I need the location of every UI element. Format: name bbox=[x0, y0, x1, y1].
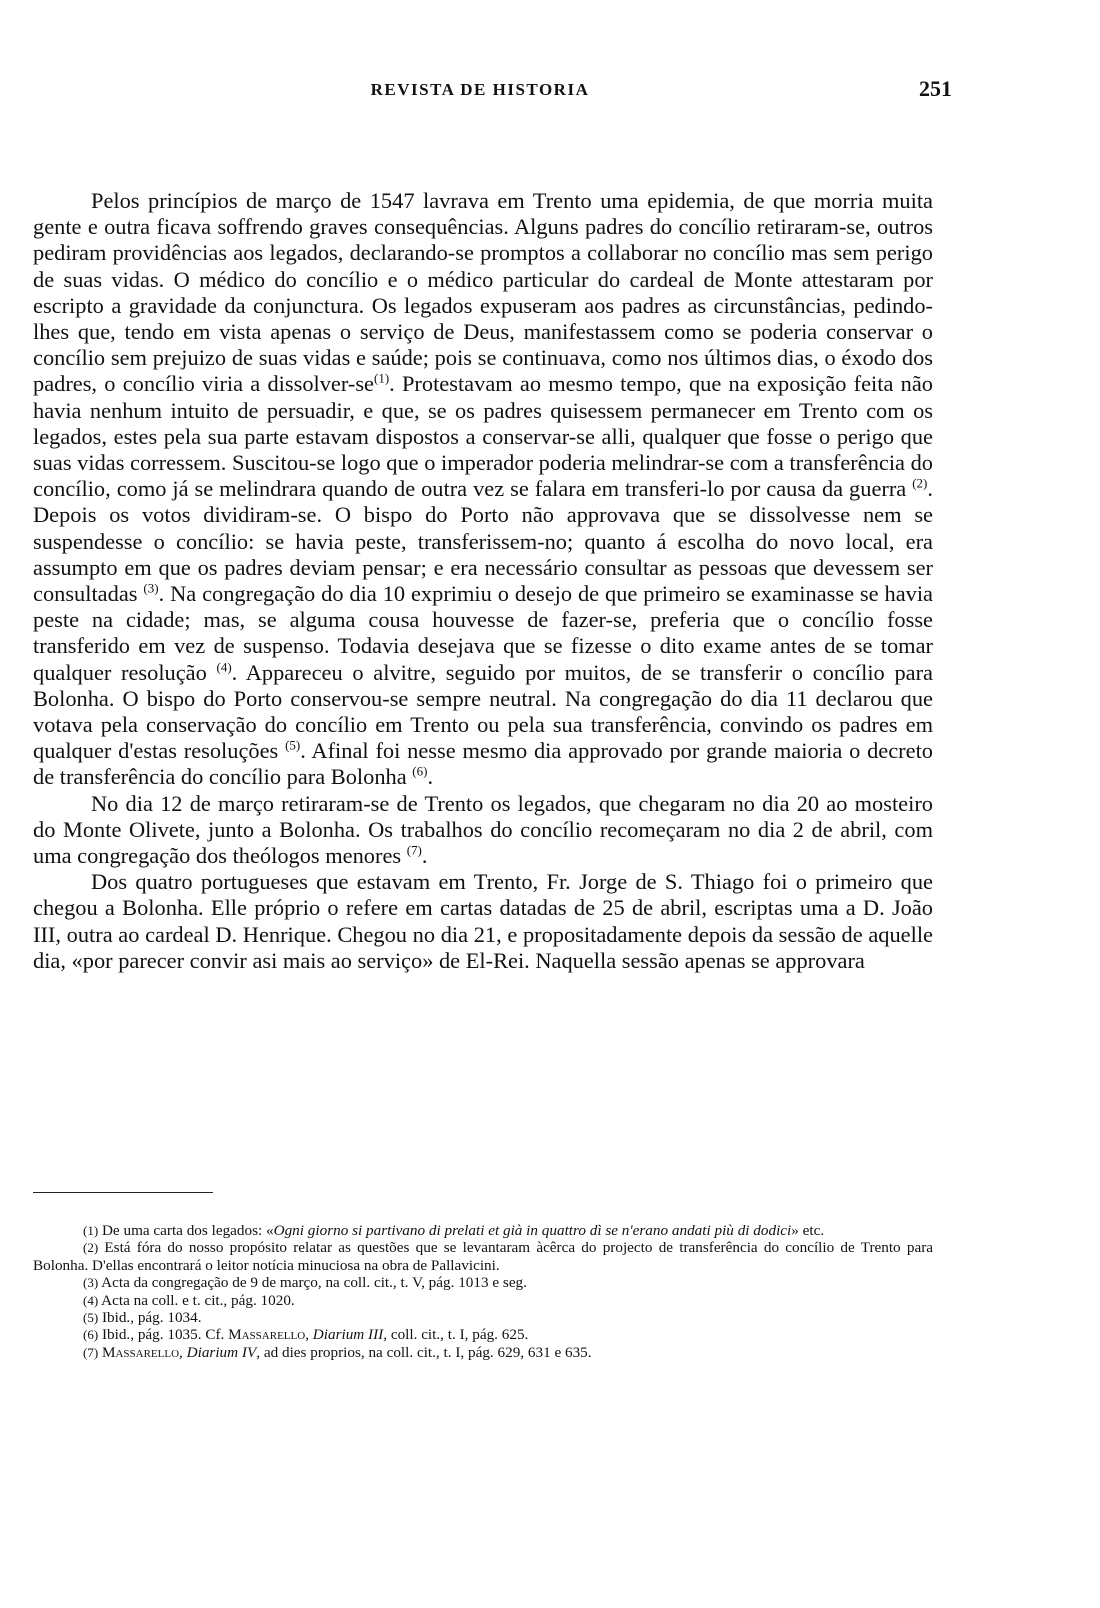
footnote-work-title: Diarium III bbox=[312, 1326, 384, 1344]
paragraph-1 bbox=[33, 188, 933, 791]
footnote-5 bbox=[33, 1309, 933, 1326]
footnote-work-title: Diarium IV bbox=[186, 1343, 257, 1361]
footnote-text: Acta da congregação de 9 de março, na coll. cit., t. V, pág. 1013 e seg. bbox=[101, 1274, 527, 1292]
footnote-mark: (7) bbox=[83, 1344, 99, 1360]
footnote-2 bbox=[33, 1239, 933, 1274]
footnote-author: Massarello bbox=[228, 1326, 306, 1344]
footnote-6: (6) Ibid., pág. 1035. Cf. Massarello, Diarium III, coll. cit., t. I, pág. 625. bbox=[83, 1326, 529, 1344]
footnote-text: » etc. bbox=[791, 1222, 825, 1239]
footnotes bbox=[33, 1222, 933, 1361]
page-header bbox=[0, 76, 1100, 106]
paragraph-1-part-f: . Afinal foi nesse mesmo dia approvado por grande maioria o decreto de transferência do concílio para Bolonha bbox=[33, 738, 933, 790]
footnote-mark: (6) bbox=[83, 1327, 99, 1343]
footnote-ref-7: (7) bbox=[406, 842, 422, 858]
paragraph-1-part-e: . Appareceu o alvitre, seguido por muitos, de se transferir o concílio para Bolonha. O bispo do Porto conservou-se sempre neutral. Na congregação do dia 11 declarou que votava pela conservação do concílio em Trento ou pela sua transferência, convindo os padres em qualquer d'estas resoluções bbox=[33, 659, 933, 764]
paragraph-1-part-g: . bbox=[427, 764, 434, 790]
paragraph-1-part-d: . Na congregação do dia 10 exprimiu o desejo de que primeiro se examinasse se havia peste na cidade; mas, se alguma cousa houvesse de fazer-se, preferia que o concílio fosse transferido em vez de suspenso. Todavia desejava que se fizesse o dito exame antes de se tomar qualquer resolução bbox=[33, 581, 933, 685]
paragraph-2 bbox=[33, 791, 933, 870]
footnote-ref-4: (4) bbox=[216, 659, 232, 675]
footnote-text: Ibid., pág. 1034. bbox=[101, 1309, 202, 1327]
footnote-text: , coll. cit., t. I, pág. 625. bbox=[383, 1326, 529, 1344]
footnote-text: , ad dies proprios, na coll. cit., t. I, pág. 629, 631 e 635. bbox=[256, 1343, 592, 1361]
running-title: REVISTA DE HISTORIA bbox=[370, 80, 590, 99]
footnote-ref-5: (5) bbox=[285, 737, 301, 753]
footnote-3 bbox=[33, 1274, 933, 1291]
footnote-ref-6: (6) bbox=[412, 764, 428, 779]
footnote-divider bbox=[33, 1192, 213, 1193]
footnote-ref-2: (2) bbox=[912, 475, 928, 491]
paragraph-1-part-b: . Protestavam ao mesmo tempo, que na exposição feita não havia nenhum intuito de persuadir, e que, se os padres quisessem permanecer em Trento com os legados, estes pela sua parte estavam dispostos a conservar-se alli, qualquer que fosse o perigo que suas vidas corressem. Suscitou-se logo que o imperador poderia melindrar-se com a transferência do concílio, como já se melindrara quando de outra vez se falara em transferi-lo por causa da guerra bbox=[33, 371, 933, 502]
page-number: 251 bbox=[919, 76, 952, 101]
footnote-mark: (1) bbox=[83, 1223, 99, 1238]
footnote-4 bbox=[33, 1292, 933, 1309]
footnote-7: (7) Massarello, Diarium IV, ad dies proprios, na coll. cit., t. I, pág. 629, 631 e 635. bbox=[83, 1343, 592, 1361]
paragraph-2-part-a: No dia 12 de março retiraram-se de Trento os legados, que chegaram no dia 20 ao mosteiro do Monte Olivete, junto a Bolonha. Os trabalhos do concílio recomeçaram no dia 2 de abril, com uma congregação dos theólogos menores bbox=[33, 790, 933, 869]
footnote-text: Está fóra do nosso propósito relatar as questões que se levantaram àcêrca do projecto de transferência do concílio de Trento para Bolonha. D'ellas encontrará o leitor notícia minuciosa na obra de Pallavicini. bbox=[33, 1239, 933, 1274]
footnote-text: Ibid., pág. 1035. Cf. bbox=[101, 1326, 229, 1344]
footnote-ref-1: (1) bbox=[373, 370, 390, 386]
footnote-mark: (5) bbox=[83, 1310, 99, 1326]
paragraph-2-part-b: . bbox=[421, 843, 428, 869]
paragraph-1-part-c: . Depois os votos dividiram-se. O bispo do Porto não approvava que se dissolvesse nem se suspendesse o concílio: se havia peste, transferissem-no; quanto á escolha do novo local, era assumpto em que os padres deviam pensar; e era necessário consultar as pessoas que devessem ser consultadas bbox=[33, 476, 933, 607]
footnote-mark: (3) bbox=[83, 1275, 99, 1291]
footnote-1 bbox=[33, 1222, 933, 1239]
footnote-mark: (2) bbox=[83, 1240, 99, 1256]
footnote-text: Acta na coll. e t. cit., pág. 1020. bbox=[101, 1291, 295, 1309]
footnote-ref-3: (3) bbox=[143, 580, 159, 596]
footnote-text: De uma carta dos legados: « bbox=[101, 1222, 274, 1239]
paragraph-1-part-a: Pelos princípios de março de 1547 lavrava em Trento uma epidemia, de que morria muita gente e outra ficava soffrendo graves consequências. Alguns padres do concílio retiraram-se, outros pediram providências aos legados, declarando-se promptos a collaborar no concílio mas sem perigo de suas vidas. O médico do concílio e o médico particular do cardeal de Monte attestaram por escripto a gravidade da conjunctura. Os legados expuseram aos padres as circunstâncias, pedindo-lhes que, tendo em vista apenas o serviço de Deus, manifestassem como se poderia conservar o concílio sem prejuizo de suas vidas e saúde; pois se continuava, como nos últimos dias, o éxodo dos padres, o concílio viria a dissolver-se bbox=[33, 188, 933, 397]
footnote-quote: Ogni giorno si partivano di prelati et già in quattro dì se n'erano andati più di dodici bbox=[273, 1222, 792, 1239]
body-text bbox=[33, 188, 933, 974]
footnote-mark: (4) bbox=[83, 1292, 99, 1308]
footnote-author: Massarello bbox=[101, 1343, 180, 1361]
paragraph-3: Dos quatro portugueses que estavam em Trento, Fr. Jorge de S. Thiago foi o primeiro que chegou a Bolonha. Elle próprio o refere em cartas datadas de 25 de abril, escriptas uma a D. João III, outra ao cardeal D. Henrique. Chegou no dia 21, e propositadamente depois da sessão de aquelle dia, «por parecer convir asi mais ao serviço» de El-Rei. Naquella sessão apenas se approvara bbox=[33, 869, 933, 973]
